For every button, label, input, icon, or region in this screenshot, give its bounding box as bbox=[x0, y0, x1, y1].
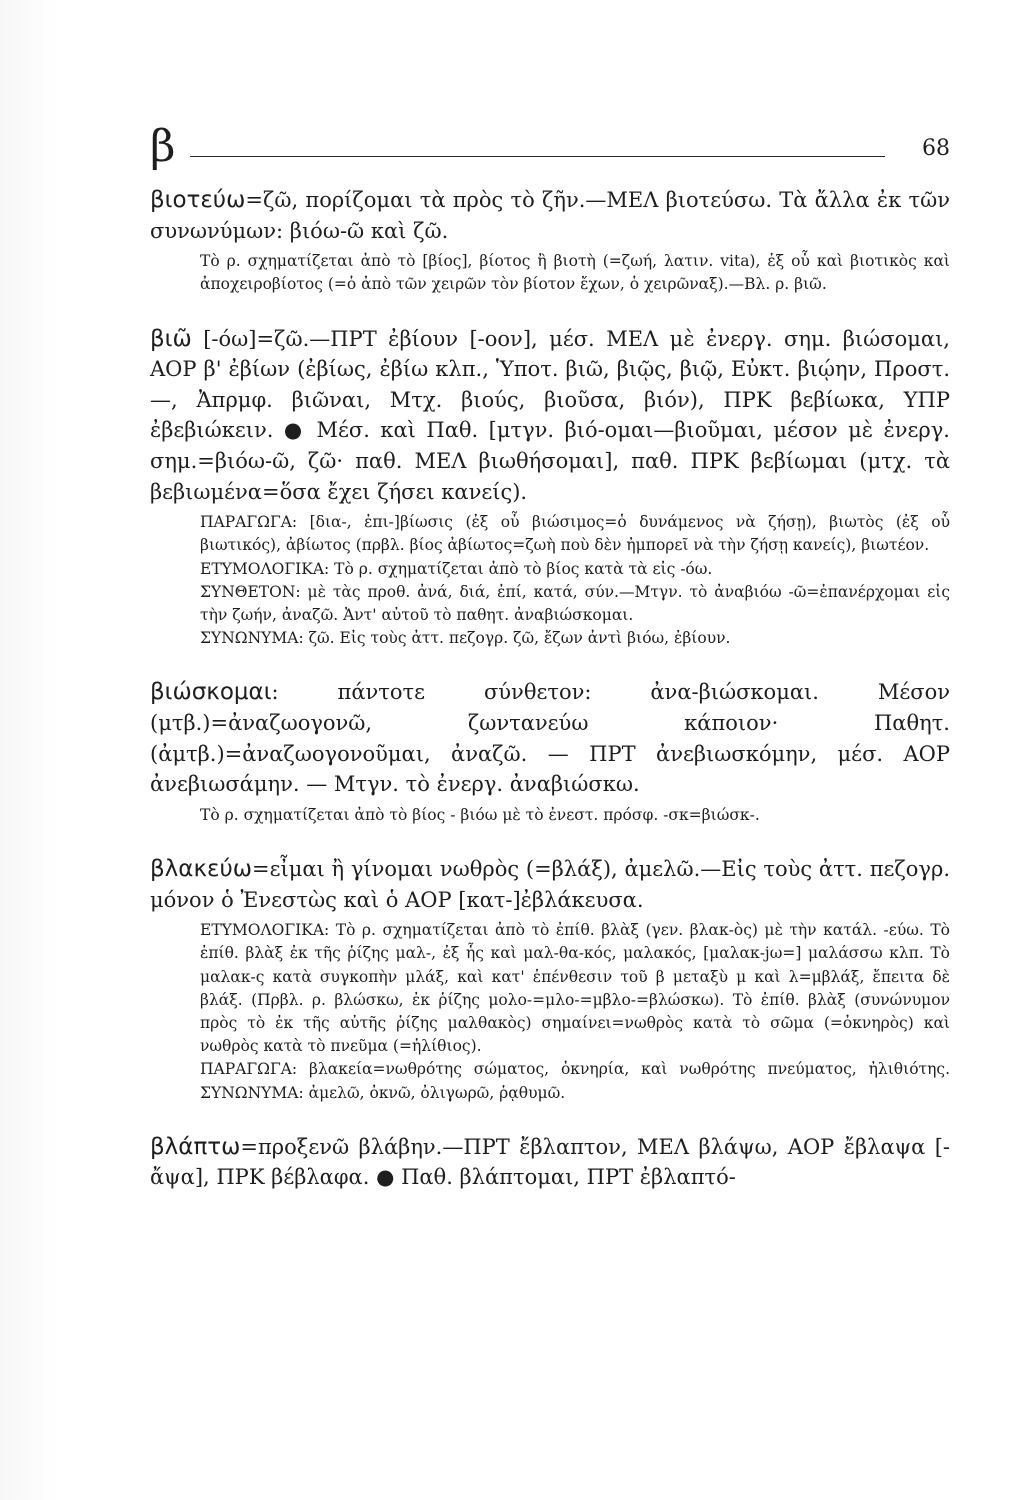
entry-main-text bbox=[150, 185, 950, 246]
entry-main-text bbox=[150, 1132, 950, 1193]
entry-bioskomai bbox=[150, 677, 950, 827]
section-letter: β bbox=[150, 121, 176, 172]
entry-lemma: βλάπτω bbox=[150, 1133, 241, 1160]
entry-definition: : πάντοτε σύνθετον: ἀνα-βιώσκομαι. Μέσον (μτβ.)=ἀναζωογονῶ, ζωντανεύω κάποιον· Παθητ. (ἀμτβ.)=ἀναζωογονοῦμαι, ἀναζῶ. — ΠΡΤ ἀνεβιωσκόμην, μέσ. ΑΟΡ ἀνεβιωσάμην. — Μτγν. τὸ ἐνεργ. ἀναβιώσκω. bbox=[150, 680, 950, 797]
entry-main-text bbox=[150, 854, 950, 915]
entry-main-text bbox=[150, 677, 950, 799]
entry-note-etymologika: ΕΤΥΜΟΛΟΓΙΚΑ: Τὸ ρ. σχηματίζεται ἀπὸ τὸ ἐπίθ. βλὰξ (γεν. βλακ-ὸς) μὲ τὴν κατάλ. -εύω. Τὸ ἐπίθ. βλὰξ ἐκ τῆς ῥίζης μαλ-, ἐξ ἧς καὶ μαλ-θα-κός, μαλακός, [μαλακ-jω=] μαλάσσω κλπ. Τὸ μαλακ-ς κατὰ συγκοπὴν μλάξ, καὶ κατ' ἐπένθεσιν τοῦ β μεταξὺ μ καὶ λ=μβλάξ, ἔπειτα δὲ βλάξ. (Πρβλ. ρ. βλώσκω, ἐκ ῥίζης μολο-=μλο-=μβλο-=βλώσκω). Τὸ ἐπίθ. βλὰξ (συνώνυμον πρὸς τὸ ἐκ τῆς αὐτῆς ῥίζης μαλθακὸς) σημαίνει=νωθρὸς κατὰ τὸ σῶμα (=ὀκνηρὸς) καὶ νωθρὸς κατὰ τὸ πνεῦμα (=ἠλίθιος). bbox=[200, 921, 950, 1056]
entry-note-etymologika: ΕΤΥΜΟΛΟΓΙΚΑ: Τὸ ρ. σχηματίζεται ἀπὸ τὸ βίος κατὰ τὰ εἰς -όω. bbox=[200, 559, 713, 578]
page-header bbox=[150, 121, 950, 178]
entries-column bbox=[150, 185, 950, 1220]
entry-definition: =προξενῶ βλάβην.—ΠΡΤ ἔβλαπτον, ΜΕΛ βλάψω, ΑΟΡ ἔβλαψα [-ἄψα], ΠΡΚ βέβλαφα. ● Παθ. βλάπτομαι, ΠΡΤ ἐβλαπτό- bbox=[150, 1134, 950, 1190]
entry-note-syntheton: ΣΥΝΘΕΤΟΝ: μὲ τὰς προθ. ἀνά, διά, ἐπί, κατά, σύν.—Μτγν. τὸ ἀναβιόω -ῶ=ἐπανέρχομαι εἰς τὴν ζωήν, ἀναζῶ. Ἀντ' αὐτοῦ τὸ παθητ. ἀναβιώσκομαι. bbox=[200, 582, 950, 624]
entry-definition: =ζῶ, πορίζομαι τὰ πρὸς τὸ ζῆν.—ΜΕΛ βιοτεύσω. Τὰ ἄλλα ἐκ τῶν συνωνύμων: βιόω-ῶ καὶ ζῶ. bbox=[150, 188, 950, 243]
entry-bioteuo bbox=[150, 185, 950, 297]
entry-note-synonyma: ΣΥΝΩΝΥΜΑ: ζῶ. Εἰς τοὺς ἀττ. πεζογρ. ζῶ, ἔζων ἀντὶ βιόω, ἐβίουν. bbox=[200, 629, 731, 648]
entry-lemma: βιοτεύω bbox=[150, 187, 246, 213]
entry-main-text bbox=[150, 324, 950, 508]
entry-blakeuo bbox=[150, 854, 950, 1105]
entry-lemma: βιῶ bbox=[150, 325, 192, 352]
page-number: 68 bbox=[922, 136, 950, 161]
entry-note-paragoga: ΠΑΡΑΓΩΓΑ: [δια-, ἐπι-]βίωσις (ἐξ οὗ βιώσιμος=ὁ δυνάμενος νὰ ζήσῃ), βιωτὸς (ἐξ οὗ βιωτικός), ἀβίωτος (πρβλ. βίος ἀβίωτος=ζωὴ ποὺ δὲν ἠμπορεῖ νὰ τὴν ζήσῃ κανείς), βιωτέον. bbox=[200, 513, 950, 555]
entry-definition: [-όω]=ζῶ.—ΠΡΤ ἐβίουν [-οον], μέσ. ΜΕΛ μὲ ἐνεργ. σημ. βιώσομαι, ΑΟΡ β' ἐβίων (ἐβίως, ἐβίω κλπ., Ὑποτ. βιῶ, βιῷς, βιῷ, Εὐκτ. βιῴην, Προστ.—, Ἀπρμφ. βιῶναι, Μτχ. βιούς, βιοῦσα, βιόν), ΠΡΚ βεβίωκα, ΥΠΡ ἐβεβιώκειν. ● Μέσ. καὶ Παθ. [μτγν. βιό-ομαι—βιοῦμαι, μέσον μὲ ἐνεργ. σημ.=βιόω-ῶ, ζῶ· παθ. ΜΕΛ βιωθήσομαι], παθ. ΠΡΚ βεβίωμαι (μτχ. τὰ βεβιωμένα=ὅσα ἔχει ζήσει κανείς). bbox=[150, 326, 950, 504]
entry-bio bbox=[150, 324, 950, 651]
entry-note: Τὸ ρ. σχηματίζεται ἀπὸ τὸ βίος - βιόω μὲ τὸ ἐνεστ. πρόσφ. -σκ=βιώσκ-. bbox=[200, 805, 760, 824]
entry-definition: =εἶμαι ἢ γίνομαι νωθρὸς (=βλάξ), ἀμελῶ.—Εἰς τοὺς ἀττ. πεζογρ. μόνον ὁ Ἐνεστὼς καὶ ὁ ΑΟΡ [κατ-]ἐβλάκευσα. bbox=[150, 856, 950, 912]
entry-note: Τὸ ρ. σχηματίζεται ἀπὸ τὸ [βίος], βίοτος ἢ βιοτὴ (=ζωή, λατιν. vita), ἐξ οὗ καὶ βιοτικὸς καὶ ἀποχειροβίοτος (=ὁ ἀπὸ τῶν χειρῶν τὸν βίοτον ἔχων, ὁ χειρῶναξ).—Βλ. ρ. βιῶ. bbox=[200, 252, 950, 294]
header-rule bbox=[190, 156, 885, 157]
entry-lemma: βλακεύω bbox=[150, 855, 253, 882]
entry-note-paragoga: ΠΑΡΑΓΩΓΑ: βλακεία=νωθρότης σώματος, ὀκνηρία, καὶ νωθρότης πνεύματος, ἠλιθιότης. ΣΥΝΩΝΥΜΑ: ἀμελῶ, ὀκνῶ, ὀλιγωρῶ, ῥᾳθυμῶ. bbox=[200, 1060, 950, 1102]
entry-blapto bbox=[150, 1132, 950, 1193]
entry-lemma: βιώσκομαι bbox=[150, 679, 272, 706]
